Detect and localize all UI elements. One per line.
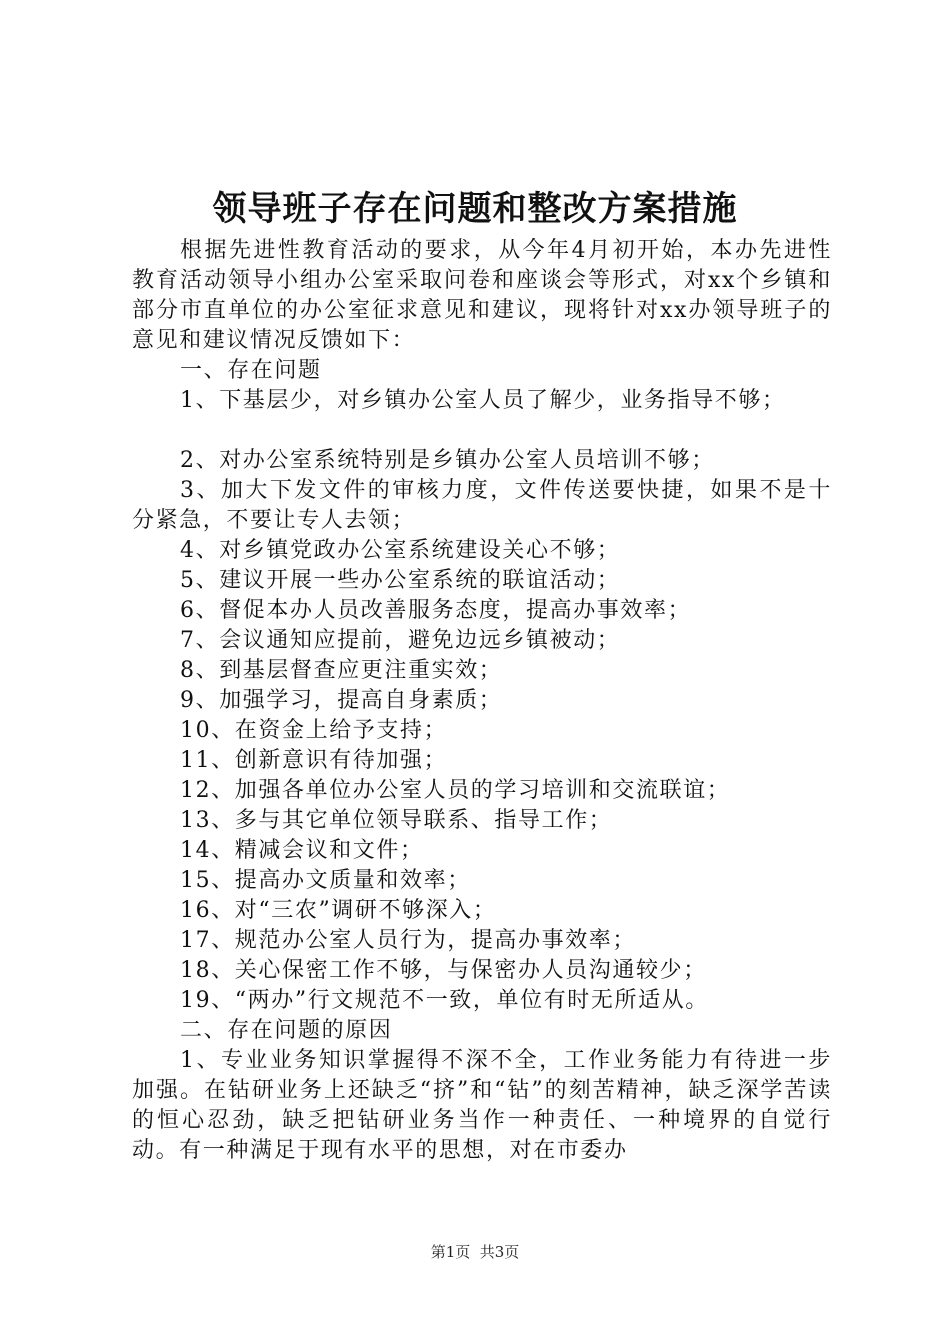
- document-body: [132, 236, 832, 1166]
- problem-item: 5、建议开展一些办公室系统的联谊活动；: [180, 568, 621, 593]
- cause-paragraph: 1、专业业务知识掌握得不深不全，工作业务能力有待进一步加强。在钻研业务上还缺乏“挤”和“钻”的刻苦精神，缺乏深学苦读的恒心忍劲，缺乏把钻研业务当作一种责任、一种境界的自觉行动。有一种满足于现有水平的思想，对在市委办: [132, 1048, 832, 1163]
- problem-item: 2、对办公室系统特别是乡镇办公室人员培训不够；: [180, 448, 715, 473]
- problem-item: 17、规范办公室人员行为，提高办事效率；: [180, 928, 636, 953]
- document-title: 领导班子存在问题和整改方案措施: [212, 189, 738, 229]
- problem-item: 7、会议通知应提前，避免边远乡镇被动；: [180, 628, 621, 653]
- problem-item: 13、多与其它单位领导联系、指导工作；: [180, 808, 613, 833]
- problem-item: 12、加强各单位办公室人员的学习培训和交流联谊；: [180, 778, 731, 803]
- section-heading-problems: 一、存在问题: [180, 358, 322, 383]
- problem-item: 18、关心保密工作不够，与保密办人员沟通较少；: [180, 958, 707, 983]
- problem-item: 10、在资金上给予支持；: [180, 718, 448, 743]
- problem-item: 16、对“三农”调研不够深入；: [180, 898, 497, 923]
- problem-item: 8、到基层督查应更注重实效；: [180, 658, 503, 683]
- problem-item: 14、精减会议和文件；: [180, 838, 424, 863]
- problem-item: 6、督促本办人员改善服务态度，提高办事效率；: [180, 598, 692, 623]
- problem-item: 9、加强学习，提高自身素质；: [180, 688, 503, 713]
- problem-item: 3、加大下发文件的审核力度，文件传送要快捷，如果不是十分紧急，不要让专人去领；: [132, 478, 832, 533]
- problem-item: 19、“两办”行文规范不一致，单位有时无所适从。: [180, 988, 709, 1013]
- problem-item: 11、创新意识有待加强；: [180, 748, 448, 773]
- intro-paragraph: 根据先进性教育活动的要求，从今年4月初开始，本办先进性教育活动领导小组办公室采取问卷和座谈会等形式，对xx个乡镇和部分市直单位的办公室征求意见和建议，现将针对xx办领导班子的意见和建议情况反馈如下：: [132, 238, 832, 353]
- problem-item: 15、提高办文质量和效率；: [180, 868, 471, 893]
- problem-item: 4、对乡镇党政办公室系统建设关心不够；: [180, 538, 621, 563]
- section-heading-causes: 二、存在问题的原因: [180, 1018, 393, 1043]
- page-footer: 第1页 共3页: [430, 1243, 520, 1261]
- problem-item: 1、下基层少，对乡镇办公室人员了解少，业务指导不够；: [180, 388, 786, 413]
